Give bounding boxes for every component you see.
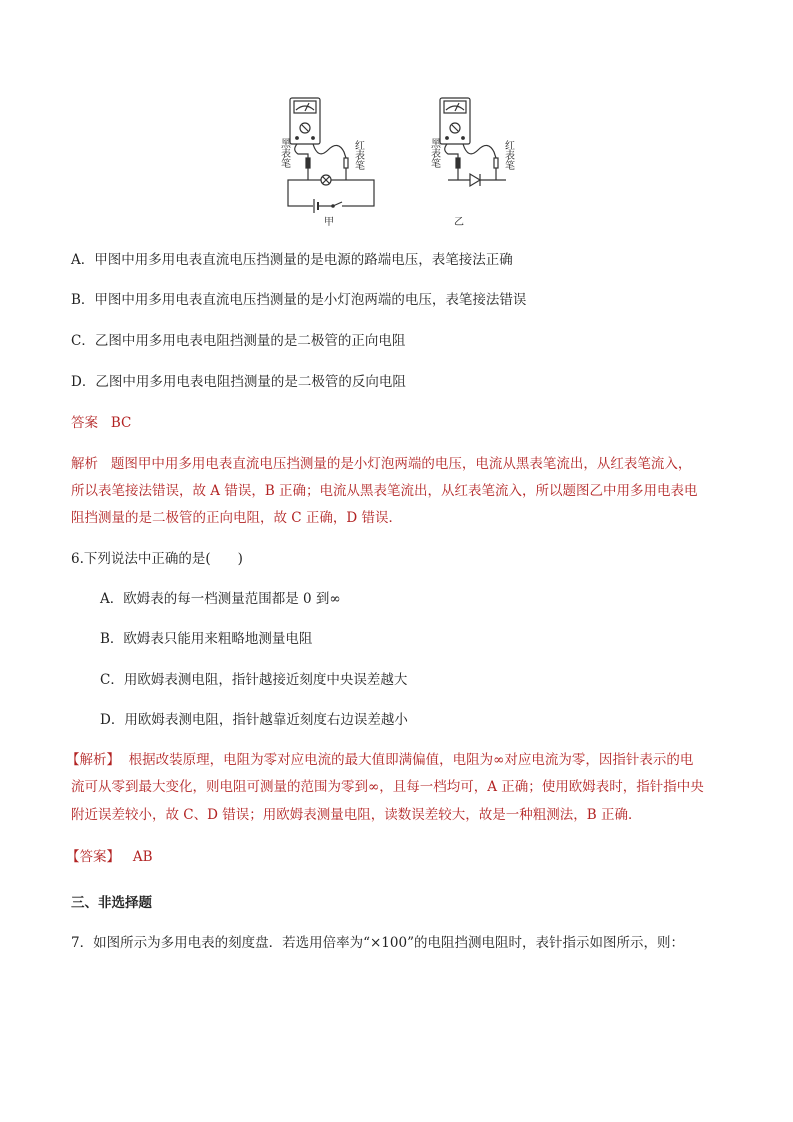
figure-label-yi: 乙 [454, 217, 464, 228]
q5-analysis-label: 解析 [71, 456, 98, 472]
q6-stem: 6.下列说法中正确的是( ) [71, 551, 243, 567]
q6-analysis-line-2: 流可从零到最大变化，则电阻可测量的范围为零到∞，且每一档均可，A 正确；使用欧姆表时，指针指中央 [71, 779, 704, 795]
q6-analysis-text-1: 根据改装原理，电阻为零对应电流的最大值即满偏值，电阻为∞对应电流为零，因指针表示的电 [128, 752, 694, 768]
q5-answer-value: BC [110, 415, 132, 431]
q5-answer [71, 411, 131, 431]
red-probe-label-jia: 红表笔 [352, 140, 364, 170]
q6-answer [66, 845, 153, 865]
q5-answer-label: 答案 [71, 415, 98, 431]
q6-analysis-line-1 [66, 748, 693, 768]
q5-analysis-line-1 [71, 452, 691, 472]
q5-option-d: D．乙图中用多用电表电阻挡测量的是二极管的反向电阻 [71, 374, 406, 390]
black-probe-label-yi: 黑表笔 [428, 138, 440, 168]
q5-analysis-line-2: 所以表笔接法错误，故 A 错误，B 正确；电流从黑表笔流出，从红表笔流入，所以题图乙中用多用电表电 [71, 483, 698, 499]
figure-label-jia: 甲 [324, 217, 334, 228]
q7-stem: 7．如图所示为多用电表的刻度盘．若选用倍率为“×100”的电阻挡测电阻时，表针指示如图所示，则： [71, 935, 684, 951]
q5-option-b: B．甲图中用多用电表直流电压挡测量的是小灯泡两端的电压，表笔接法错误 [71, 292, 527, 308]
q5-analysis-text-1: 题图甲中用多用电表直流电压挡测量的是小灯泡两端的电压，电流从黑表笔流出，从红表笔流入， [110, 456, 692, 472]
q6-option-a: A．欧姆表的每一档测量范围都是 0 到∞ [100, 591, 341, 607]
q5-analysis-line-3: 阻挡测量的是二极管的正向电阻，故 C 正确，D 错误． [71, 510, 403, 526]
q6-analysis-line-3: 附近误差较小，故 C、D 错误；用欧姆表测量电阻，读数误差较大，故是一种粗测法，B 正确． [71, 807, 642, 823]
q6-analysis-label: 【解析】 [66, 752, 120, 768]
circuit-yi [440, 98, 506, 186]
q6-answer-label: 【答案】 [66, 849, 120, 865]
q6-option-b: B．欧姆表只能用来粗略地测量电阻 [100, 631, 313, 647]
multimeter-circuit-figure [270, 88, 530, 233]
q6-option-c: C．用欧姆表测电阻，指针越接近刻度中央误差越大 [100, 672, 408, 688]
red-probe-label-yi: 红表笔 [502, 140, 514, 170]
black-probe-label-jia: 黑表笔 [278, 138, 290, 168]
q5-option-c: C．乙图中用多用电表电阻挡测量的是二极管的正向电阻 [71, 333, 406, 349]
q6-option-d: D．用欧姆表测电阻，指针越靠近刻度右边误差越小 [100, 712, 408, 728]
section-heading: 三、非选择题 [71, 895, 152, 911]
q5-option-a: A．甲图中用多用电表直流电压挡测量的是电源的路端电压，表笔接法正确 [71, 252, 513, 268]
q6-answer-value: AB [132, 849, 153, 865]
